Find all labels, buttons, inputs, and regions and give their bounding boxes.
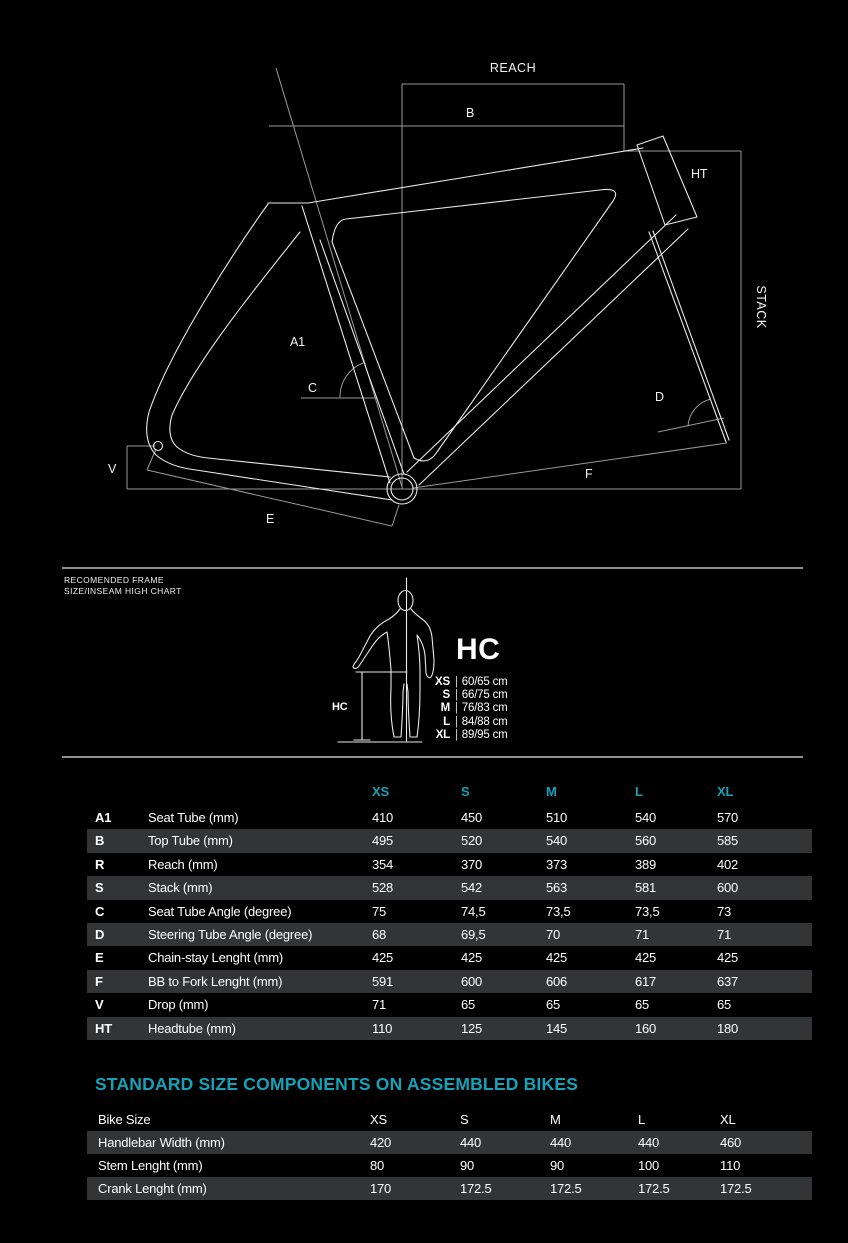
hc-size-row (412, 702, 542, 715)
cell-xl: 585 (717, 833, 739, 849)
column-header-xl: XL (717, 784, 734, 799)
cell-m: 373 (546, 856, 568, 872)
cell-s: 65 (461, 997, 476, 1013)
hc-separator: | (455, 702, 458, 715)
table-row (87, 900, 812, 923)
label-b: B (466, 106, 475, 120)
table-row (87, 853, 812, 876)
bike-size-label: Bike Size (98, 1112, 151, 1127)
cell-xs: 420 (370, 1135, 392, 1150)
hc-value: 60/65 cm (461, 675, 508, 688)
cell-s: 520 (461, 833, 483, 849)
cell-l: 389 (635, 856, 657, 872)
cell-s: 450 (461, 810, 483, 825)
cell-s: 600 (461, 973, 483, 989)
cell-xl: 460 (720, 1135, 742, 1150)
label-d: D (655, 390, 664, 404)
row-label: Top Tube (mm) (148, 833, 233, 849)
table-row (87, 946, 812, 969)
cell-m: 440 (550, 1135, 572, 1150)
label-e: E (266, 512, 275, 526)
row-label: Stem Lenght (mm) (98, 1158, 203, 1173)
diagram-labels (108, 61, 768, 526)
cell-l: 71 (635, 927, 650, 942)
cell-s: 172.5 (460, 1181, 492, 1196)
row-label: Seat Tube Angle (degree) (148, 903, 292, 919)
row-key: V (95, 997, 104, 1013)
row-label: Chain-stay Lenght (mm) (148, 950, 284, 966)
label-stack: STACK (754, 285, 768, 329)
cell-s: 370 (461, 856, 483, 872)
cell-l: 160 (635, 1020, 657, 1036)
column-header-s: S (461, 784, 470, 799)
label-f: F (585, 467, 593, 481)
cell-s: 74,5 (461, 903, 486, 919)
row-key: C (95, 903, 105, 919)
cell-xs: 410 (372, 810, 394, 825)
cell-l: 100 (638, 1158, 660, 1173)
hc-size-row (412, 715, 542, 728)
cell-xl: 71 (717, 927, 732, 942)
frame-geometry-diagram (0, 0, 848, 545)
column-header-l: L (635, 784, 643, 799)
hc-size-row (412, 675, 542, 688)
hc-value: 89/95 cm (461, 729, 508, 742)
cell-l: 73,5 (635, 903, 660, 919)
row-key: A1 (95, 810, 112, 825)
cell-m: 540 (546, 833, 568, 849)
column-header-l: L (638, 1112, 646, 1127)
cell-xl: 73 (717, 903, 732, 919)
cell-m: 172.5 (550, 1181, 582, 1196)
cell-m: 510 (546, 810, 568, 825)
row-label: Headtube (mm) (148, 1020, 236, 1036)
table-row (87, 829, 812, 852)
cell-xs: 71 (372, 997, 387, 1013)
hc-size: XS (435, 675, 450, 688)
cell-s: 440 (460, 1135, 482, 1150)
cell-l: 617 (635, 973, 657, 989)
cell-m: 145 (546, 1020, 568, 1036)
cell-l: 540 (635, 810, 657, 825)
cell-xl: 570 (717, 810, 739, 825)
row-label: Stack (mm) (148, 880, 213, 896)
hc-value: 76/83 cm (461, 702, 508, 715)
table-row (87, 1017, 812, 1040)
cell-xs: 68 (372, 927, 387, 942)
cell-l: 560 (635, 833, 657, 849)
cell-xs: 75 (372, 903, 387, 919)
row-label: Drop (mm) (148, 997, 209, 1013)
geometry-table-header (87, 784, 812, 804)
table-row (87, 1177, 812, 1200)
column-header-s: S (460, 1112, 469, 1127)
table-row (87, 1131, 812, 1154)
row-key: R (95, 856, 105, 872)
table-row (87, 1154, 812, 1177)
table-row (87, 993, 812, 1016)
column-header-xs: XS (370, 1112, 387, 1127)
bike-frame-drawing (147, 136, 729, 504)
column-header-m: M (550, 1112, 561, 1127)
hc-size-row (412, 688, 542, 701)
table-row (87, 876, 812, 899)
hc-size-list (412, 675, 542, 742)
cell-m: 425 (546, 950, 568, 966)
cell-s: 425 (461, 950, 483, 966)
measurement-lines (127, 68, 741, 526)
hc-title: HC (456, 633, 501, 666)
row-label: Steering Tube Angle (degree) (148, 927, 313, 942)
cell-m: 563 (546, 880, 568, 896)
cell-m: 73,5 (546, 903, 571, 919)
cell-xs: 354 (372, 856, 394, 872)
cell-l: 425 (635, 950, 657, 966)
cell-xl: 402 (717, 856, 739, 872)
cell-m: 65 (546, 997, 561, 1013)
cell-xl: 637 (717, 973, 739, 989)
cell-xs: 110 (372, 1020, 393, 1036)
cell-s: 90 (460, 1158, 475, 1173)
cell-xs: 495 (372, 833, 394, 849)
hc-separator: | (455, 689, 458, 702)
hc-size: XL (435, 729, 450, 742)
row-label: Handlebar Width (mm) (98, 1135, 225, 1150)
cell-l: 440 (638, 1135, 660, 1150)
cell-s: 542 (461, 880, 483, 896)
cell-l: 172.5 (638, 1181, 670, 1196)
row-key: HT (95, 1020, 112, 1036)
hc-size: L (443, 715, 450, 728)
cell-l: 581 (635, 880, 657, 896)
cell-m: 90 (550, 1158, 565, 1173)
section-divider-bottom (62, 756, 803, 758)
section-divider-top (62, 567, 803, 569)
label-c: C (308, 381, 317, 395)
column-header-xl: XL (720, 1112, 736, 1127)
cell-xl: 425 (717, 950, 739, 966)
table-row (87, 923, 812, 946)
cell-xs: 528 (372, 880, 394, 896)
cell-s: 125 (461, 1020, 483, 1036)
cell-xs: 80 (370, 1158, 385, 1173)
cell-m: 70 (546, 927, 561, 942)
label-ht: HT (691, 167, 708, 181)
cell-xl: 180 (717, 1020, 739, 1036)
label-a1: A1 (290, 335, 305, 349)
hc-separator: | (455, 675, 458, 688)
table-row (87, 970, 812, 993)
row-label: BB to Fork Lenght (mm) (148, 973, 283, 989)
hc-separator: | (455, 715, 458, 728)
cell-l: 65 (635, 997, 650, 1013)
hc-size: S (442, 689, 450, 702)
row-key: E (95, 950, 104, 966)
cell-xl: 172.5 (720, 1181, 752, 1196)
row-label: Seat Tube (mm) (148, 810, 239, 825)
cell-xs: 591 (372, 973, 394, 989)
row-label: Reach (mm) (148, 856, 218, 872)
cell-xs: 425 (372, 950, 394, 966)
hc-size: M (440, 702, 450, 715)
row-key: F (95, 973, 103, 989)
cell-xl: 600 (717, 880, 739, 896)
cell-m: 606 (546, 973, 568, 989)
components-table-header (87, 1108, 812, 1131)
column-header-xs: XS (372, 784, 389, 799)
hc-measure-label: HC (332, 701, 348, 713)
hc-section-heading (64, 575, 182, 596)
cell-s: 69,5 (461, 927, 486, 942)
hc-heading-line1: RECOMENDED FRAME (64, 575, 164, 585)
table-row (87, 806, 812, 829)
column-header-m: M (546, 784, 557, 799)
label-reach: REACH (489, 61, 537, 75)
label-v: V (108, 462, 117, 476)
row-key: B (95, 833, 105, 849)
row-label: Crank Lenght (mm) (98, 1181, 207, 1196)
components-section-title: STANDARD SIZE COMPONENTS ON ASSEMBLED BIKES (95, 1074, 579, 1094)
hc-value: 66/75 cm (461, 689, 508, 702)
row-key: D (95, 927, 105, 942)
hc-separator: | (455, 729, 458, 742)
cell-xs: 170 (370, 1181, 392, 1196)
cell-xl: 65 (717, 997, 732, 1013)
hc-size-row (412, 729, 542, 742)
cell-xl: 110 (720, 1158, 741, 1173)
hc-value: 84/88 cm (461, 715, 508, 728)
row-key: S (95, 880, 104, 896)
hc-heading-line2: SIZE/INSEAM HIGH CHART (64, 585, 182, 596)
